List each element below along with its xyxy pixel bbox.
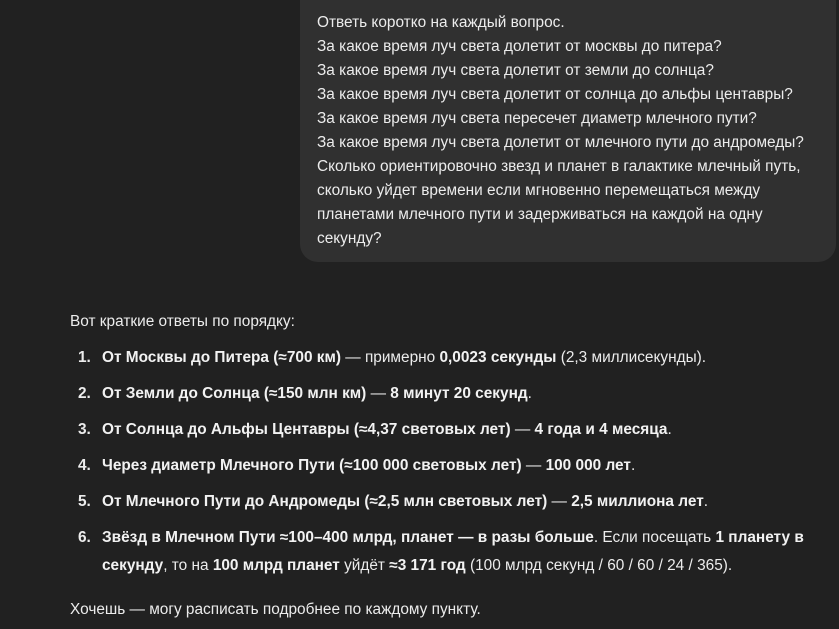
answer-bold: От Москвы до Питера (≈700 км) [102, 349, 341, 366]
answer-text: (2,3 миллисекунды). [556, 349, 707, 366]
user-message-line: За какое время луч света долетит от млечного пути до андромеды? [317, 134, 804, 151]
answer-number: 3. [78, 421, 91, 438]
answer-number: 2. [78, 385, 91, 402]
user-message-line: За какое время луч света долетит от земли до солнца? [317, 62, 714, 79]
answer-bold: От Млечного Пути до Андромеды (≈2,5 млн световых лет) [102, 493, 548, 510]
answer-text: . [667, 421, 672, 438]
answer-item [70, 452, 830, 480]
user-message-line: За какое время луч света пересечет диаметр млечного пути? [317, 110, 757, 127]
assistant-intro: Вот краткие ответы по порядку: [70, 313, 295, 330]
answer-number: 5. [78, 493, 91, 510]
answer-text: . [527, 385, 532, 402]
answer-bold: 100 000 лет [545, 457, 631, 474]
answer-text: — [521, 457, 546, 474]
user-message-line: Ответь коротко на каждый вопрос. [317, 14, 565, 31]
answer-number: 6. [78, 529, 91, 546]
answer-bold: От Земли до Солнца (≈150 млн км) [102, 385, 367, 402]
user-message-line: За какое время луч света долетит от москвы до питера? [317, 38, 722, 55]
user-message-bubble [300, 0, 836, 262]
answer-item [70, 524, 830, 580]
answer-bold: Через диаметр Млечного Пути (≈100 000 световых лет) [102, 457, 522, 474]
answer-text: — примерно [341, 349, 440, 366]
answers-list [70, 344, 830, 580]
user-message-line: Сколько ориентировочно звезд и планет в галактике млечный путь, [317, 158, 801, 175]
assistant-message [70, 310, 830, 580]
user-message-line: сколько уйдет времени если мгновенно перемещаться между [317, 182, 761, 199]
answer-number: 4. [78, 457, 91, 474]
assistant-outro: Хочешь — могу расписать подробнее по каждому пункту. [70, 601, 481, 618]
answer-bold: От Солнца до Альфы Центавры (≈4,37 световых лет) [102, 421, 511, 438]
answer-item [70, 380, 830, 408]
answer-bold: ≈3 171 год [389, 557, 466, 574]
user-message-line: секунду? [317, 230, 382, 247]
answer-text: — [547, 493, 572, 510]
answer-number: 1. [78, 349, 91, 366]
answer-bold: 8 минут 20 секунд [390, 385, 528, 402]
answer-bold: Звёзд в Млечном Пути ≈100–400 млрд, планет — в разы больше [102, 529, 594, 546]
answer-bold: 2,5 миллиона лет [571, 493, 704, 510]
answer-text: . Если посещать [593, 529, 716, 546]
answer-bold: 4 года и 4 месяца [534, 421, 668, 438]
answer-text: (100 млрд секунд / 60 / 60 / 24 / 365). [465, 557, 733, 574]
answer-text: . [703, 493, 709, 510]
answer-item [70, 488, 830, 516]
answer-item [70, 344, 830, 372]
answer-item [70, 416, 830, 444]
answer-bold: секунду [102, 557, 164, 574]
answer-text: , то на [163, 557, 213, 574]
user-message-line: планетами млечного пути и задерживаться на каждой на одну [317, 206, 763, 223]
answer-text: — [366, 385, 391, 402]
user-message-line: За какое время луч света долетит от солнца до альфы центавры? [317, 86, 793, 103]
answer-text: — [510, 421, 535, 438]
answer-bold: 100 млрд планет [212, 557, 340, 574]
answer-bold: 1 планету в [715, 529, 804, 546]
answer-text: уйдёт [339, 557, 390, 574]
answer-bold: 0,0023 секунды [439, 349, 557, 366]
answer-text: . [630, 457, 636, 474]
